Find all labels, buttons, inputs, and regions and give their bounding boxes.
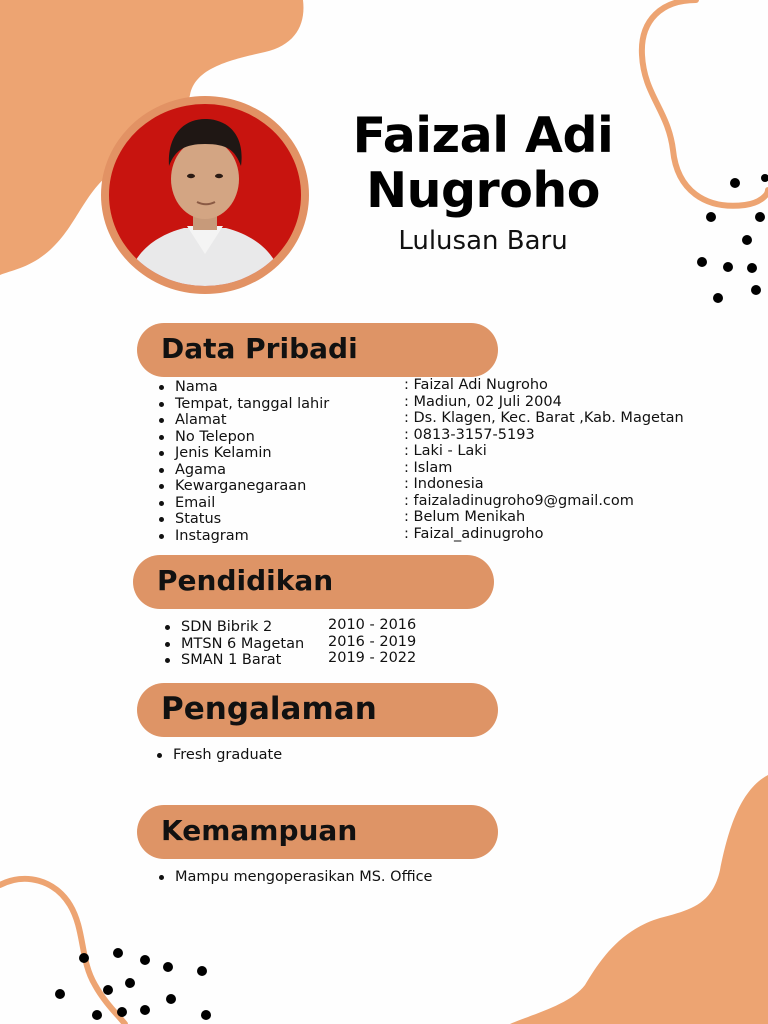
section-header-experience	[137, 683, 498, 737]
list-item: Tempat, tanggal lahir	[157, 396, 329, 413]
personal-values	[404, 377, 684, 542]
value-text: : Laki - Laki	[404, 443, 487, 459]
list-item: Fresh graduate	[155, 747, 282, 764]
education-years	[328, 617, 416, 667]
list-item: Mampu mengoperasikan MS. Office	[157, 869, 432, 886]
top-right-dots	[697, 174, 768, 303]
bottom-left-squiggle	[0, 879, 125, 1024]
value-text: : Faizal_adinugroho	[404, 525, 544, 542]
list-item: No Telepon	[157, 429, 329, 446]
list-item: Nama	[157, 379, 329, 396]
section-title-experience: Pengalaman	[161, 691, 377, 727]
value-text: : 0813-3157-5193	[404, 426, 535, 443]
full-name	[330, 108, 636, 218]
education-schools	[163, 619, 304, 669]
section-header-education	[133, 555, 494, 609]
list-item: Alamat	[157, 412, 329, 429]
list-item: Jenis Kelamin	[157, 445, 329, 462]
value-text: : faizaladinugroho9@gmail.com	[404, 492, 634, 509]
list-item: Instagram	[157, 528, 329, 545]
section-header-skills	[137, 805, 498, 859]
personal-labels	[157, 379, 329, 544]
section-title-skills: Kemampuan	[161, 814, 358, 847]
value-text: : Ds. Klagen, Kec. Barat ,Kab. Magetan	[404, 410, 684, 426]
list-item: Kewarganegaraan	[157, 478, 329, 495]
value-text: 2010 - 2016	[328, 617, 417, 633]
value-text: : Indonesia	[404, 476, 484, 492]
person-silhouette	[109, 104, 301, 286]
section-header-personal	[137, 323, 498, 377]
list-item: SMAN 1 Barat	[163, 652, 304, 669]
section-title-education: Pendidikan	[157, 564, 334, 597]
name-line-2: Nugroho	[366, 162, 600, 219]
value-text: : Belum Menikah	[404, 509, 526, 525]
list-item: Email	[157, 495, 329, 512]
value-text: : Madiun, 02 Juli 2004	[404, 393, 562, 410]
list-item: MTSN 6 Magetan	[163, 636, 304, 653]
top-right-squiggle	[642, 0, 768, 206]
bottom-right-blob	[510, 775, 768, 1024]
experience-list	[155, 747, 282, 764]
name-line-1: Faizal Adi	[352, 107, 614, 164]
list-item: SDN Bibrik 2	[163, 619, 304, 636]
value-text: 2016 - 2019	[328, 633, 417, 650]
value-text: 2019 - 2022	[328, 650, 417, 666]
skills-list	[157, 869, 432, 886]
profile-photo	[109, 104, 301, 286]
section-title-personal: Data Pribadi	[161, 332, 358, 365]
list-item: Status	[157, 511, 329, 528]
list-item: Agama	[157, 462, 329, 479]
value-text: : Faizal Adi Nugroho	[404, 377, 548, 393]
bottom-left-dots	[55, 948, 211, 1020]
job-title: Lulusan Baru	[398, 226, 568, 256]
value-text: : Islam	[404, 459, 453, 476]
